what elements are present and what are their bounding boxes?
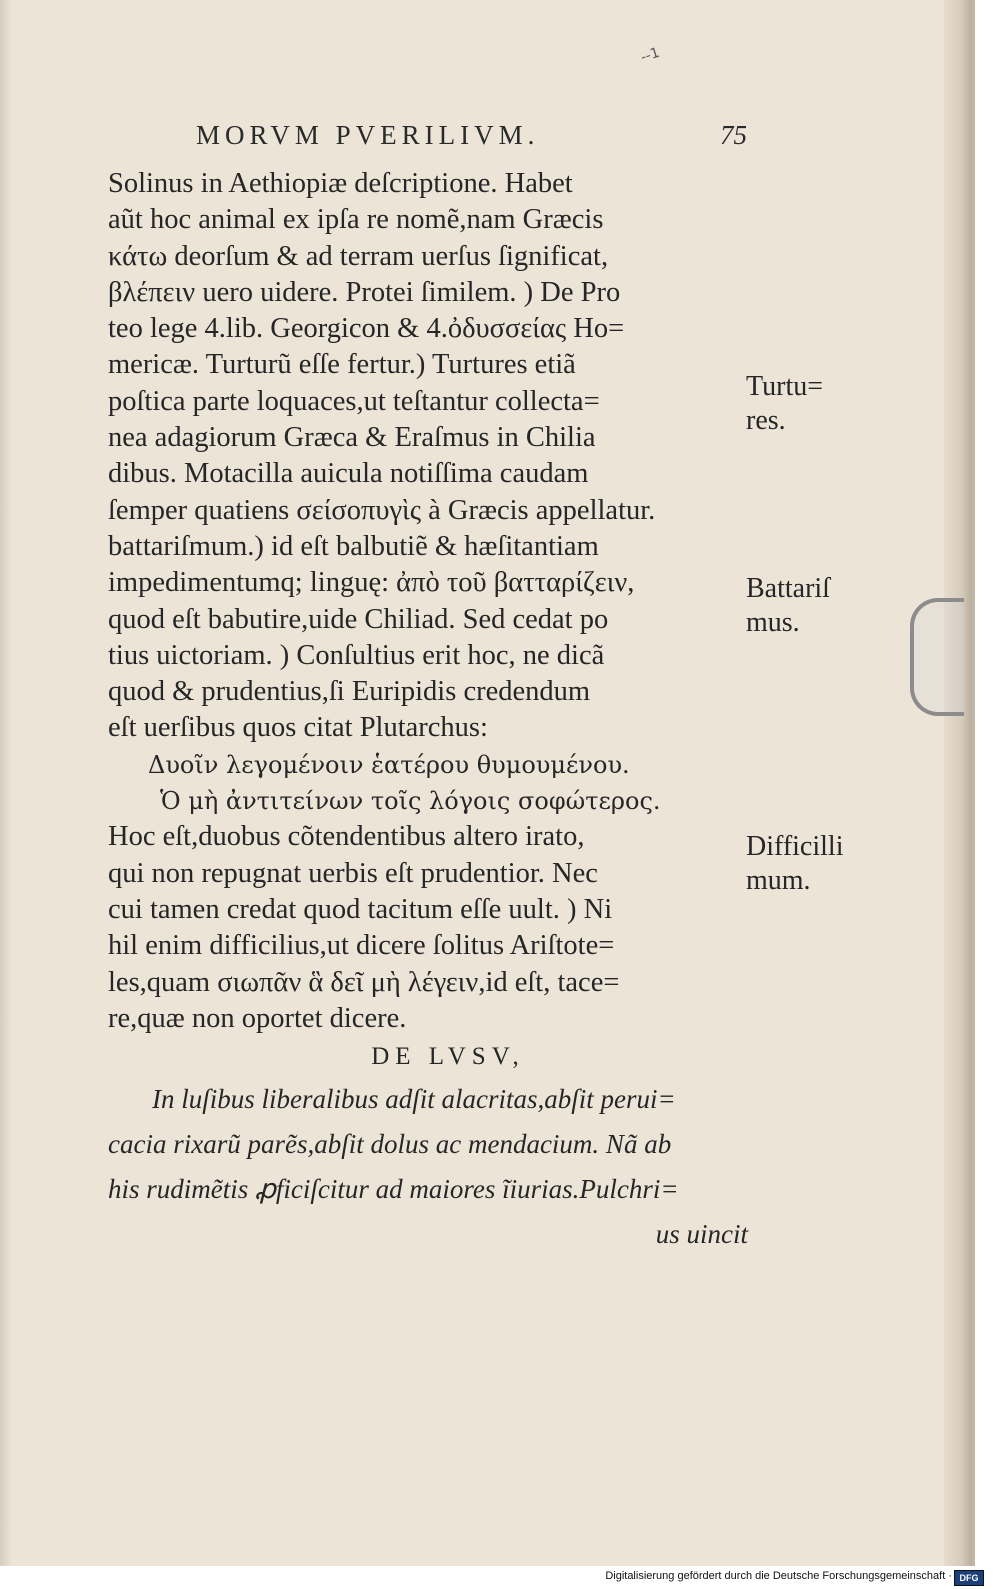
text-line: Solinus in Aethiopiæ deſcriptione. Habet xyxy=(108,168,573,199)
text-line: hil enim difficilius,ut dicere ſolitus Ariſtote= xyxy=(108,930,615,962)
section-heading: DE LVSV, xyxy=(371,1043,525,1071)
text-line: aũt hoc animal ex ipſa re nomẽ,nam Græcis xyxy=(108,204,604,236)
marginal-note-line: mum. xyxy=(746,865,811,896)
greek-verse-line: Δυοῖν λεγομένοιν ἑατέρου θυμουμένου. xyxy=(148,750,630,779)
marginal-note-line: Difficilli xyxy=(746,831,844,862)
page-header xyxy=(196,120,796,160)
text-line: dibus. Motacilla auicula notiſſima caudam xyxy=(108,458,589,490)
text-line: les,quam σιωπᾶν ἃ δεῖ μὴ λέγειν,id eſt, tace= xyxy=(108,966,620,998)
text-line: poſtica parte loquaces,ut teſtantur collecta= xyxy=(108,385,600,417)
running-head: MORVM PVERILIVM. xyxy=(196,120,540,150)
marginal-note-line: Turtu= xyxy=(746,371,824,402)
text-line: cui tamen credat quod tacitum eſſe uult. ) Ni xyxy=(108,893,613,925)
pencil-mark: --1 xyxy=(638,44,662,66)
italic-text-line: his rudimẽtis ꝓficiſcitur ad maiores ĩiurias.Pulchri= xyxy=(108,1174,679,1205)
italic-text-line: cacia rixarũ parẽs,abſit dolus ac mendacium. Nã ab xyxy=(108,1129,672,1160)
text-line: tius uictoriam. ) Conſultius erit hoc, ne dicã xyxy=(108,639,605,671)
greek-verse-line: Ὁ μὴ ἀντιτείνων τοῖς λόγοις σοφώτερος. xyxy=(160,787,661,816)
marginal-note-line: Battariſ xyxy=(746,573,830,604)
page-edge xyxy=(944,0,972,1566)
marginal-note-line: mus. xyxy=(746,607,800,638)
marginal-note-turtures xyxy=(746,370,823,438)
page-number: 75 xyxy=(720,120,747,150)
text-line: nea adagiorum Græca & Eraſmus in Chilia xyxy=(108,422,596,454)
text-line: quod & prudentius,ſi Euripidis credendum xyxy=(108,676,591,708)
dfg-logo: DFG xyxy=(954,1570,984,1586)
text-line: ſemper quatiens σείσοπυγὶς à Græcis appellatur. xyxy=(108,494,656,526)
text-line: re,quæ non oportet dicere. xyxy=(108,1002,407,1034)
text-line: βλέπειν uero uidere. Protei ſimilem. ) De Pro xyxy=(108,276,621,308)
text-line: qui non repugnat uerbis eſt prudentior. Nec xyxy=(108,857,598,889)
marginal-note-line: res. xyxy=(746,405,786,436)
footer-bar xyxy=(0,1568,1000,1589)
text-line: impedimentumq; linguę: ἀπὸ τοῦ βατταρίζειν, xyxy=(108,567,635,599)
italic-text-line: In luſibus liberalibus adſit alacritas,abſit perui= xyxy=(152,1084,676,1115)
page-clip xyxy=(910,598,964,716)
funding-credit: Digitalisierung gefördert durch die Deutsche Forschungsgemeinschaft · xyxy=(605,1570,952,1582)
catchword: us uincit xyxy=(655,1219,748,1250)
marginal-note-difficillimum xyxy=(746,830,843,898)
text-line: quod eſt babutire,uide Chiliad. Sed cedat po xyxy=(108,603,609,635)
text-line: battariſmum.) id eſt balbutiẽ & hæſitantiam xyxy=(108,530,599,562)
text-line: mericæ. Turturũ eſſe fertur.) Turtures etiã xyxy=(108,349,576,381)
gutter-shadow xyxy=(0,0,12,1566)
body-text xyxy=(108,166,748,1257)
text-line: Hoc eſt,duobus cõtendentibus altero irato, xyxy=(108,821,585,853)
text-line: eſt uerſibus quos citat Plutarchus: xyxy=(108,712,488,744)
text-line: κάτω deorſum & ad terram uerſus ſignificat, xyxy=(108,240,609,272)
text-line: teo lege 4.lib. Georgicon & 4.ὀδυσσείας Ho= xyxy=(108,313,625,345)
marginal-note-battarismus xyxy=(746,572,830,640)
